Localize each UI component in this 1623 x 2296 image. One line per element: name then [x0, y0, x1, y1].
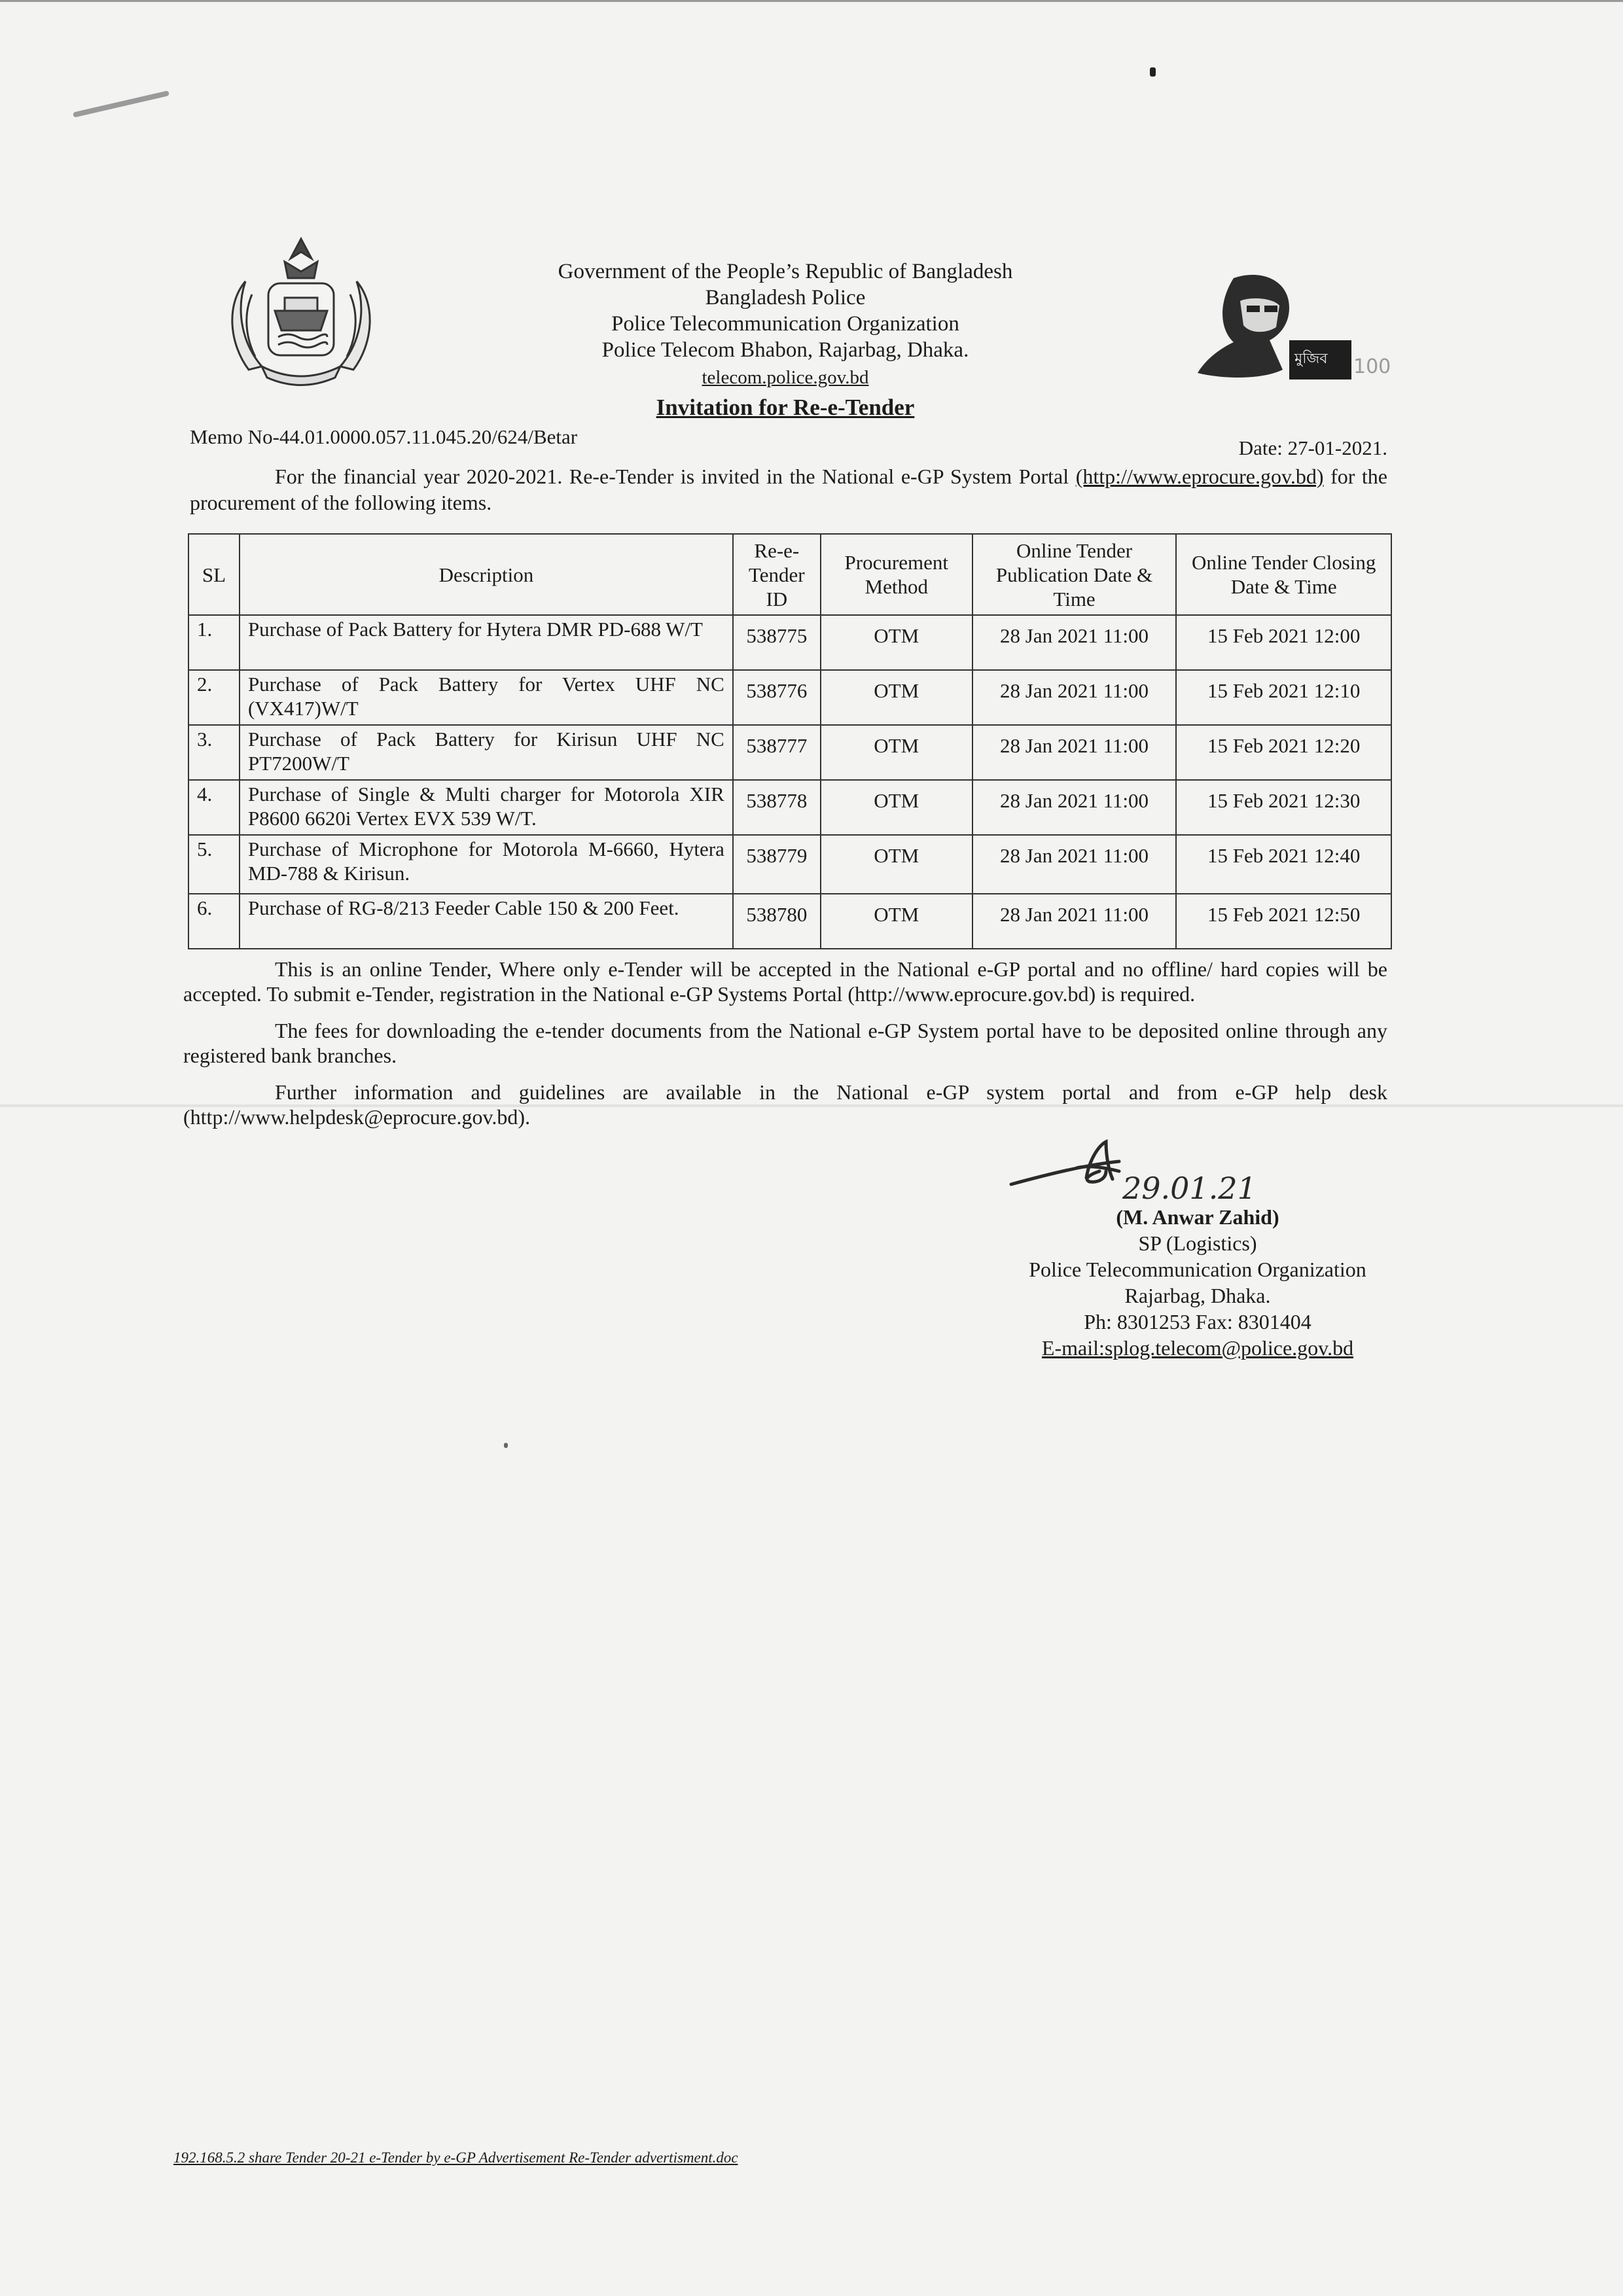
table-row: [188, 725, 1391, 780]
cell-publication: 28 Jan 2021 11:00: [972, 615, 1177, 670]
cell-description: Purchase of Pack Battery for Vertex UHF NC (VX417)W/T: [240, 670, 733, 725]
header-line-address: Police Telecom Bhabon, Rajarbag, Dhaka.: [601, 338, 969, 362]
table-row: [188, 615, 1391, 670]
col-header-tender-id: Re-e-Tender ID: [733, 534, 821, 615]
cell-tender-id: 538778: [733, 780, 821, 835]
intro-paragraph: [190, 463, 1387, 516]
table-header-row: [188, 534, 1391, 615]
intro-text: For the financial year 2020-2021. Re-e-Tender is invited in the National e-GP System Portal: [275, 465, 1076, 488]
cell-publication: 28 Jan 2021 11:00: [972, 835, 1177, 894]
tender-table: [188, 533, 1392, 949]
cell-sl: 2.: [188, 670, 240, 725]
header-line-organization: Police Telecommunication Organization: [611, 312, 959, 336]
table-row: [188, 835, 1391, 894]
cell-publication: 28 Jan 2021 11:00: [972, 670, 1177, 725]
header-website-link[interactable]: telecom.police.gov.bd: [702, 367, 869, 388]
cell-publication: 28 Jan 2021 11:00: [972, 725, 1177, 780]
signatory-location: Rajarbag, Dhaka.: [1124, 1284, 1271, 1307]
eprocure-link[interactable]: (http://www.eprocure.gov.bd): [1075, 465, 1324, 488]
col-header-method: Procurement Method: [821, 534, 972, 615]
scan-edge-line: [0, 0, 1623, 2]
col-header-closing: Online Tender Closing Date & Time: [1176, 534, 1391, 615]
cell-tender-id: 538775: [733, 615, 821, 670]
cell-closing: 15 Feb 2021 12:10: [1176, 670, 1391, 725]
cell-sl: 6.: [188, 894, 240, 949]
cell-method: OTM: [821, 835, 972, 894]
cell-description: Purchase of RG-8/213 Feeder Cable 150 & 200 Feet.: [240, 894, 733, 949]
cell-closing: 15 Feb 2021 12:00: [1176, 615, 1391, 670]
col-header-sl: SL: [188, 534, 240, 615]
svg-text:মুজিব: মুজিব: [1294, 351, 1328, 367]
handwritten-date: 29.01.21: [1122, 1171, 1257, 1206]
cell-tender-id: 538780: [733, 894, 821, 949]
cell-description: Purchase of Pack Battery for Hytera DMR PD-688 W/T: [240, 615, 733, 670]
cell-sl: 5.: [188, 835, 240, 894]
cell-method: OTM: [821, 894, 972, 949]
cell-publication: 28 Jan 2021 11:00: [972, 894, 1177, 949]
table-row: [188, 894, 1391, 949]
cell-publication: 28 Jan 2021 11:00: [972, 780, 1177, 835]
signatory-email-link[interactable]: E-mail:splog.telecom@police.gov.bd: [1041, 1336, 1354, 1360]
cell-closing: 15 Feb 2021 12:40: [1176, 835, 1391, 894]
pen-mark: [73, 90, 169, 118]
cell-method: OTM: [821, 780, 972, 835]
signatory-organization: Police Telecommunication Organization: [1029, 1258, 1366, 1281]
cell-closing: 15 Feb 2021 12:30: [1176, 780, 1391, 835]
ink-dot: [504, 1443, 508, 1448]
table-row: [188, 780, 1391, 835]
further-information-paragraph: Further information and guidelines are available in the National e-GP system portal and from e-GP help desk (http://www.helpdesk@eprocure.gov.bd).: [183, 1080, 1387, 1129]
document-title: Invitation for Re-e-Tender: [656, 395, 915, 420]
header-line-government: Government of the People’s Republic of Bangladesh: [558, 260, 1013, 283]
cell-closing: 15 Feb 2021 12:50: [1176, 894, 1391, 949]
cell-sl: 3.: [188, 725, 240, 780]
cell-description: Purchase of Single & Multi charger for Motorola XIR P8600 6620i Vertex EVX 539 W/T.: [240, 780, 733, 835]
header-line-police: Bangladesh Police: [705, 286, 866, 309]
intro-text-end: for the procurement of the following items.: [190, 465, 1388, 514]
col-header-description: Description: [240, 534, 733, 615]
cell-description: Purchase of Pack Battery for Kirisun UHF NC PT7200W/T: [240, 725, 733, 780]
memo-number: Memo No-44.01.0000.057.11.045.20/624/Betar: [190, 425, 578, 448]
cell-method: OTM: [821, 615, 972, 670]
table-row: [188, 670, 1391, 725]
signatory-designation: SP (Logistics): [1138, 1231, 1257, 1255]
police-emblem-logo: [223, 232, 380, 389]
file-path-footer: 192.168.5.2 share Tender 20-21 e-Tender by e-GP Advertisement Re-Tender advertisment.doc: [173, 2149, 738, 2166]
signatory-name: (M. Anwar Zahid): [1116, 1205, 1279, 1229]
letterhead: [419, 258, 1152, 391]
signatory-phone-fax: Ph: 8301253 Fax: 8301404: [1084, 1310, 1311, 1333]
svg-text:100: 100: [1353, 355, 1391, 378]
document-date: Date: 27-01-2021.: [1238, 436, 1387, 459]
cell-tender-id: 538779: [733, 835, 821, 894]
online-tender-notice: This is an online Tender, Where only e-Tender will be accepted in the National e-GP portal and no offline/ hard copies will be accepted. To submit e-Tender, registration in the National e-GP Systems Portal (http://www.eprocure.gov.bd) is required.: [183, 957, 1387, 1006]
handwritten-signature: [1008, 1139, 1283, 1210]
cell-tender-id: 538777: [733, 725, 821, 780]
fees-paragraph: The fees for downloading the e-tender documents from the National e-GP System portal have to be deposited online through any registered bank branches.: [183, 1019, 1387, 1067]
col-header-publication: Online Tender Publication Date & Time: [972, 534, 1177, 615]
cell-sl: 1.: [188, 615, 240, 670]
cell-method: OTM: [821, 670, 972, 725]
cell-tender-id: 538776: [733, 670, 821, 725]
cell-method: OTM: [821, 725, 972, 780]
cell-description: Purchase of Microphone for Motorola M-6660, Hytera MD-788 & Kirisun.: [240, 835, 733, 894]
cell-closing: 15 Feb 2021 12:20: [1176, 725, 1391, 780]
ink-dot: [1150, 67, 1156, 77]
cell-sl: 4.: [188, 780, 240, 835]
mujib-borsho-logo: [1185, 265, 1391, 389]
signatory-block: [870, 1204, 1525, 1361]
